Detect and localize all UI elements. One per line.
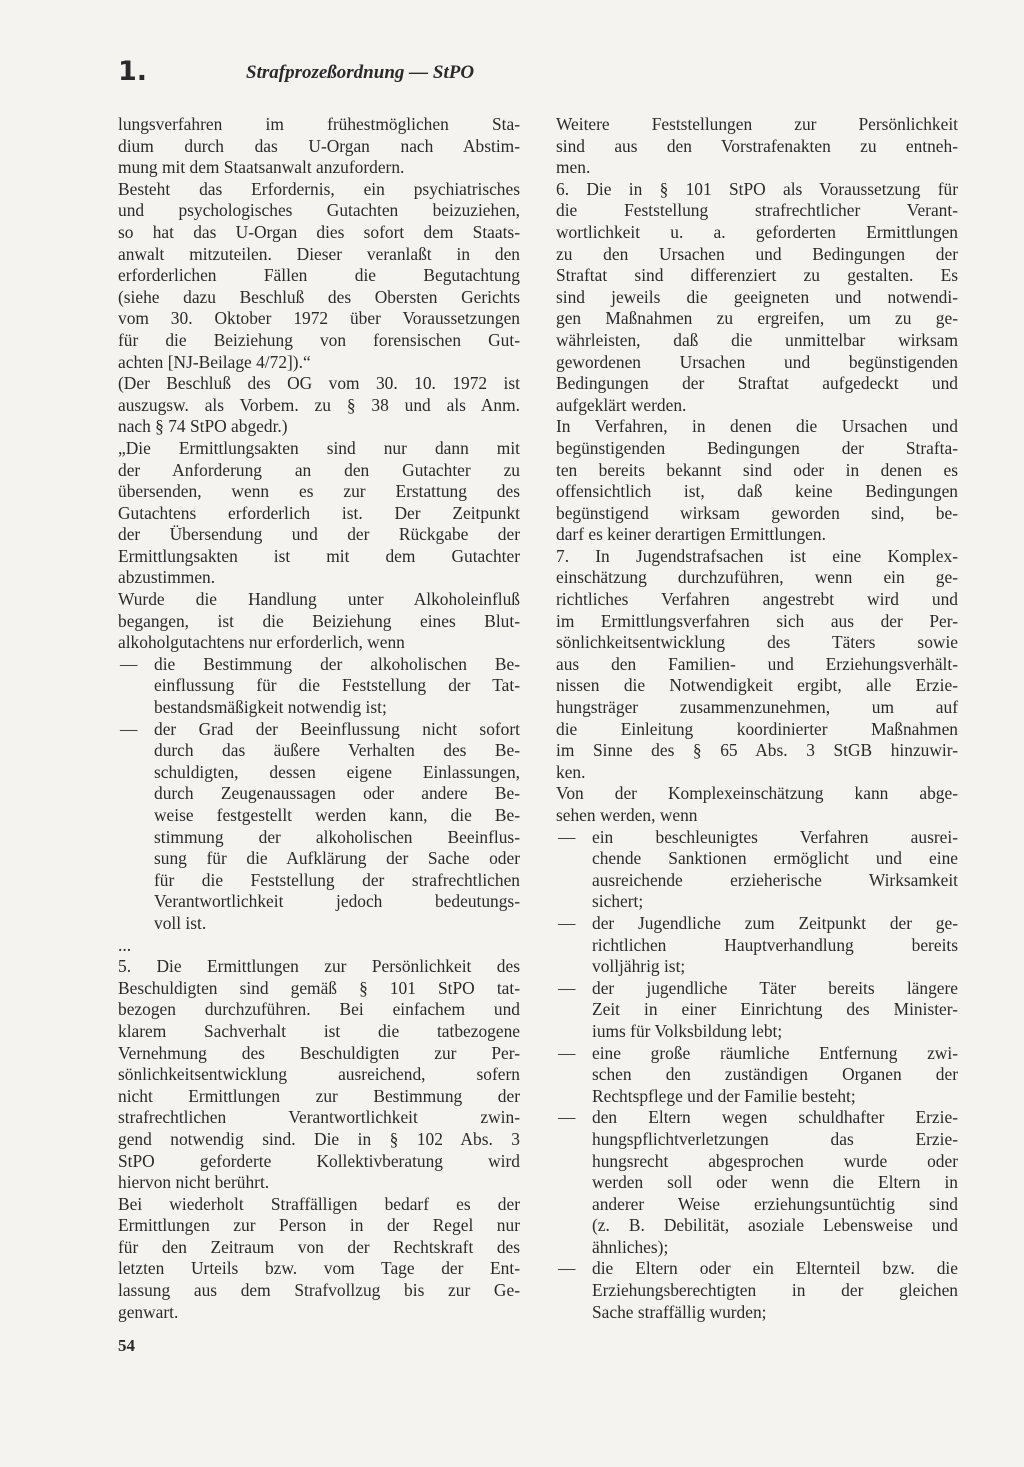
- text-line: letzten Urteils bzw. vom Tage der Ent-: [118, 1258, 520, 1279]
- list-dash: —: [558, 826, 576, 847]
- text-line: Sache straffällig wurden;: [592, 1301, 767, 1322]
- text-line: nissen die Notwendigkeit ergibt, alle Erzie-: [556, 675, 958, 696]
- paragraph: [118, 956, 520, 1194]
- text-line: schuldigten, dessen eigene Einlassungen,: [154, 761, 520, 782]
- text-line: nach § 74 StPO abgedr.): [118, 416, 288, 437]
- list-item: [556, 1107, 958, 1258]
- text-line: die Feststellung strafrechtlicher Verant-: [556, 200, 958, 221]
- list-dash: —: [558, 1042, 576, 1063]
- list-item: [118, 719, 520, 935]
- text-line: einflussung für die Feststellung der Tat-: [154, 675, 520, 696]
- text-line: (Der Beschluß des OG vom 30. 10. 1972 ist: [118, 373, 520, 394]
- text-line: iums für Volksbildung lebt;: [592, 1020, 783, 1041]
- text-line: der Anforderung an den Gutachter zu: [118, 459, 520, 480]
- text-line: sichert;: [592, 891, 644, 912]
- text-line: sönlichkeitsentwicklung ausreichend, sofern: [118, 1064, 520, 1085]
- text-line: chende Sanktionen ermöglicht und eine: [592, 848, 958, 869]
- text-line: ähnliches);: [592, 1236, 669, 1257]
- text-line: genwart.: [118, 1301, 179, 1322]
- paragraph: [118, 114, 520, 179]
- text-line: lungsverfahren im frühestmöglichen Sta-: [118, 114, 520, 134]
- text-line: für den Zeitraum von der Rechtskraft des: [118, 1236, 520, 1257]
- text-line: dium durch das U-Organ nach Abstim-: [118, 135, 520, 156]
- text-line: die Einleitung koordinierter Maßnahmen: [556, 718, 958, 739]
- text-line: Besteht das Erfordernis, ein psychiatrisches: [118, 178, 520, 199]
- text-line: Erziehungsberechtigten in der gleichen: [592, 1280, 958, 1301]
- text-line: ein beschleunigtes Verfahren ausrei-: [592, 826, 958, 847]
- list-item: [556, 978, 958, 1043]
- text-line: sind jeweils die geeigneten und notwendi-: [556, 286, 958, 307]
- text-line: StPO geforderte Kollektivberatung wird: [118, 1150, 520, 1171]
- text-line: offensichtlich ist, daß keine Bedingungen: [556, 481, 958, 502]
- text-line: der Grad der Beeinflussung nicht sofort: [154, 718, 520, 739]
- text-line: der Jugendliche zum Zeitpunkt der ge-: [592, 912, 958, 933]
- list-dash: —: [120, 718, 138, 739]
- text-line: sehen werden, wenn: [556, 805, 698, 825]
- text-line: gend notwendig sind. Die in § 102 Abs. 3: [118, 1128, 520, 1149]
- text-line: „Die Ermittlungsakten sind nur dann mit: [118, 437, 520, 458]
- text-line: vom 30. Oktober 1972 über Voraussetzungen: [118, 308, 520, 329]
- text-line: Gutachtens erforderlich ist. Der Zeitpunkt: [118, 502, 520, 523]
- paragraph: [556, 114, 958, 179]
- text-line: voll ist.: [154, 912, 207, 933]
- text-line: bezogen durchzuführen. Bei einfachem und: [118, 999, 520, 1020]
- text-line: übersenden, wenn es zur Erstattung des: [118, 481, 520, 502]
- text-line: Rechtspflege und der Familie besteht;: [592, 1085, 856, 1106]
- text-line: Zeit in einer Einrichtung des Minister-: [592, 999, 958, 1020]
- paragraph: [118, 1194, 520, 1324]
- text-line: richtliches Verfahren angestrebt wird und: [556, 589, 958, 610]
- text-line: durch das äußere Verhalten des Be-: [154, 740, 520, 761]
- text-line: nicht Ermittlungen zur Bestimmung der: [118, 1085, 520, 1106]
- text-line: im Ermittlungsverfahren sich aus der Per-: [556, 610, 958, 631]
- text-line: ...: [118, 934, 132, 955]
- text-line: auszugsw. als Vorbem. zu § 38 und als Anm.: [118, 394, 520, 415]
- left-column: [118, 114, 520, 1323]
- text-line: werden soll oder wenn die Eltern in: [592, 1172, 958, 1193]
- text-line: weise festgestellt werden kann, die Be-: [154, 805, 520, 825]
- text-line: Vernehmung des Beschuldigten zur Per-: [118, 1042, 520, 1063]
- text-line: eine große räumliche Entfernung zwi-: [592, 1042, 958, 1063]
- text-line: Verantwortlichkeit jedoch bedeutungs-: [154, 891, 520, 912]
- paragraph: [556, 179, 958, 417]
- text-line: Bedingungen der Straftat aufgedeckt und: [556, 373, 958, 394]
- text-line: für die Beiziehung von forensischen Gut-: [118, 329, 520, 350]
- paragraph: [118, 438, 520, 589]
- text-line: gewordenen Ursachen und begünstigenden: [556, 351, 958, 372]
- text-line: währleisten, daß die unmittelbar wirksam: [556, 329, 958, 350]
- list-dash: —: [558, 977, 576, 998]
- text-line: und psychologisches Gutachten beizuziehen,: [118, 200, 520, 221]
- text-line: mung mit dem Staatsanwalt anzufordern.: [118, 157, 405, 178]
- chapter-number: 1.: [118, 56, 148, 87]
- paragraph: [118, 373, 520, 438]
- list-dash: —: [558, 912, 576, 933]
- text-line: anwalt mitzuteilen. Dieser veranlaßt in den: [118, 243, 520, 264]
- text-line: Wurde die Handlung unter Alkoholeinfluß: [118, 589, 520, 610]
- text-line: schen den zuständigen Organen der: [592, 1064, 958, 1085]
- text-line: hungsträger zusammenzunehmen, um auf: [556, 697, 958, 718]
- text-line: alkoholgutachtens nur erforderlich, wenn: [118, 632, 405, 653]
- paragraph: [556, 416, 958, 546]
- text-line: durch Zeugenaussagen oder andere Be-: [154, 783, 520, 804]
- text-line: 6. Die in § 101 StPO als Voraussetzung für: [556, 178, 958, 199]
- text-line: für die Feststellung der strafrechtlichen: [154, 869, 520, 890]
- text-line: anderer Weise erziehungsuntüchtig sind: [592, 1193, 958, 1214]
- list-item: [118, 654, 520, 719]
- text-line: die Eltern oder ein Elternteil bzw. die: [592, 1258, 958, 1279]
- text-line: sönlichkeitsentwicklung des Täters sowie: [556, 632, 958, 653]
- list-item: [556, 913, 958, 978]
- text-line: Weitere Feststellungen zur Persönlichkeit: [556, 114, 958, 134]
- running-header: [118, 56, 538, 90]
- text-line: ausreichende erzieherische Wirksamkeit: [592, 869, 958, 890]
- list-item: [556, 1258, 958, 1323]
- text-line: aufgeklärt werden.: [556, 394, 687, 415]
- text-line: im Sinne des § 65 Abs. 3 StGB hinzuwir-: [556, 740, 958, 761]
- paragraph: [118, 935, 520, 957]
- text-line: lassung aus dem Strafvollzug bis zur Ge-: [118, 1280, 520, 1301]
- paragraph: [118, 589, 520, 654]
- text-line: zu den Ursachen und Bedingungen der: [556, 243, 958, 264]
- list-dash: —: [558, 1107, 576, 1128]
- text-line: men.: [556, 157, 591, 178]
- paragraph: [118, 179, 520, 373]
- text-line: Bei wiederholt Straffälligen bedarf es der: [118, 1193, 520, 1214]
- text-line: abzustimmen.: [118, 567, 216, 588]
- text-line: 5. Die Ermittlungen zur Persönlichkeit des: [118, 956, 520, 977]
- text-line: strafrechtlichen Verantwortlichkeit zwin-: [118, 1107, 520, 1128]
- list-item: [556, 1043, 958, 1108]
- text-line: stimmung der alkoholischen Beeinflus-: [154, 826, 520, 847]
- text-line: aus den Familien- und Erziehungsverhält-: [556, 653, 958, 674]
- text-line: Ermittlungen zur Person in der Regel nur: [118, 1215, 520, 1236]
- page-number: 54: [118, 1336, 135, 1355]
- text-line: begünstigend wirksam geworden sind, be-: [556, 502, 958, 523]
- text-line: richtlichen Hauptverhandlung bereits: [592, 934, 958, 955]
- text-line: Ermittlungsakten ist mit dem Gutachter: [118, 545, 520, 566]
- text-line: Von der Komplexeinschätzung kann abge-: [556, 783, 958, 804]
- text-line: Straftat sind differenziert zu gestalten. Es: [556, 265, 958, 286]
- text-line: sind aus den Vorstrafenakten zu entneh-: [556, 135, 958, 156]
- text-line: einschätzung durchzuführen, wenn ein ge-: [556, 567, 958, 588]
- text-line: (siehe dazu Beschluß des Obersten Gerichts: [118, 286, 520, 307]
- paragraph: [556, 546, 958, 784]
- list-item: [556, 827, 958, 913]
- text-line: klarem Sachverhalt ist die tatbezogene: [118, 1020, 520, 1041]
- text-line: gen Maßnahmen zu ergreifen, um zu ge-: [556, 308, 958, 329]
- text-line: erforderlichen Fällen die Begutachtung: [118, 265, 520, 286]
- text-line: begangen, ist die Beiziehung eines Blut-: [118, 610, 520, 631]
- right-column: [556, 114, 958, 1323]
- text-line: 7. In Jugendstrafsachen ist eine Komplex-: [556, 545, 958, 566]
- text-line: hiervon nicht berührt.: [118, 1172, 270, 1193]
- text-line: der jugendliche Täter bereits längere: [592, 977, 958, 998]
- text-line: achten [NJ-Beilage 4/72]).“: [118, 351, 311, 372]
- text-line: so hat das U-Organ dies sofort dem Staats-: [118, 221, 520, 242]
- text-line: die Bestimmung der alkoholischen Be-: [154, 653, 520, 674]
- text-line: ten bereits bekannt sind oder in denen es: [556, 459, 958, 480]
- text-line: den Eltern wegen schuldhafter Erzie-: [592, 1107, 958, 1128]
- text-line: hungspflichtverletzungen das Erzie-: [592, 1128, 958, 1149]
- paragraph: [556, 783, 958, 826]
- list-dash: —: [558, 1258, 576, 1279]
- text-line: ken.: [556, 761, 586, 782]
- chapter-title: Strafprozeßordnung — StPO: [246, 62, 475, 83]
- text-line: bestandsmäßigkeit notwendig ist;: [154, 697, 387, 718]
- text-line: sung für die Aufklärung der Sache oder: [154, 848, 520, 869]
- text-line: In Verfahren, in denen die Ursachen und: [556, 416, 958, 437]
- text-line: hungsrecht abgesprochen wurde oder: [592, 1150, 958, 1171]
- text-line: (z. B. Debilität, asoziale Lebensweise und: [592, 1215, 958, 1236]
- text-line: Beschuldigten sind gemäß § 101 StPO tat-: [118, 977, 520, 998]
- text-line: wortlichkeit u. a. geforderten Ermittlungen: [556, 221, 958, 242]
- text-line: volljährig ist;: [592, 956, 686, 977]
- text-line: darf es keiner derartigen Ermittlungen.: [556, 524, 826, 545]
- text-line: begünstigenden Bedingungen der Strafta-: [556, 437, 958, 458]
- text-line: der Übersendung und der Rückgabe der: [118, 524, 520, 545]
- list-dash: —: [120, 653, 138, 674]
